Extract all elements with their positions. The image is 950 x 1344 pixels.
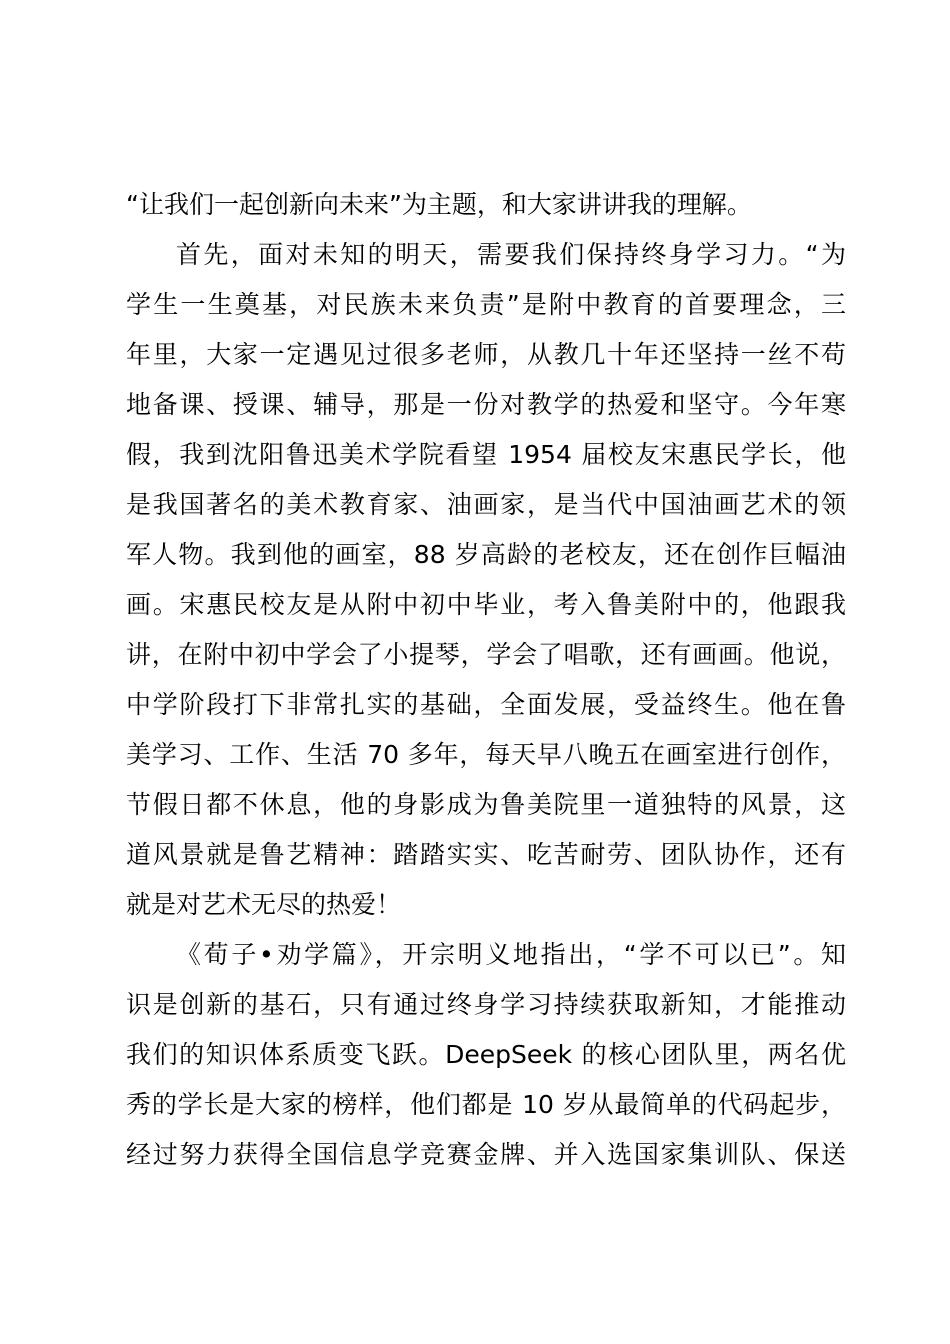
text-line: 经过努力获得全国信息学竞赛金牌、并入选国家集训队、保送 xyxy=(126,1140,846,1169)
text-line: 道风景就是鲁艺精神：踏踏实实、吃苦耐劳、团队协作，还有 xyxy=(126,840,846,869)
paragraph-last-line: 就是对艺术无尽的热爱！ xyxy=(126,890,402,919)
text-line: 学生一生奠基，对民族未来负责”是附中教育的首要理念，三 xyxy=(126,290,846,319)
text-line: 识是创新的基石，只有通过终身学习持续获取新知，才能推动 xyxy=(126,990,846,1019)
text-line: 秀的学长是大家的榜样，他们都是 10 岁从最简单的代码起步， xyxy=(126,1090,846,1119)
text-line: “让我们一起创新向未来”为主题，和大家讲讲我的理解。 xyxy=(126,190,752,219)
text-line: 年里，大家一定遇见过很多老师，从教几十年还坚持一丝不苟 xyxy=(126,340,846,369)
text-line: 美学习、工作、生活 70 多年，每天早八晚五在画室进行创作， xyxy=(126,740,846,769)
paragraph-first-line: 《荀子•劝学篇》，开宗明义地指出，“学不可以已”。知 xyxy=(176,940,846,969)
paragraph-first-line: 首先，面对未知的明天，需要我们保持终身学习力。“为 xyxy=(176,240,846,269)
text-line: 我们的知识体系质变飞跃。DeepSeek 的核心团队里，两名优 xyxy=(126,1040,846,1069)
text-line: 节假日都不休息，他的身影成为鲁美院里一道独特的风景，这 xyxy=(126,790,846,819)
text-line: 是我国著名的美术教育家、油画家，是当代中国油画艺术的领 xyxy=(126,490,846,519)
text-line: 地备课、授课、辅导，那是一份对教学的热爱和坚守。今年寒 xyxy=(126,390,846,419)
text-line: 讲，在附中初中学会了小提琴，学会了唱歌，还有画画。他说， xyxy=(126,640,846,669)
document-body xyxy=(126,180,846,1180)
text-line: 军人物。我到他的画室，88 岁高龄的老校友，还在创作巨幅油 xyxy=(126,540,846,569)
text-line: 画。宋惠民校友是从附中初中毕业，考入鲁美附中的，他跟我 xyxy=(126,590,846,619)
text-line: 中学阶段打下非常扎实的基础，全面发展，受益终生。他在鲁 xyxy=(126,690,846,719)
text-line: 假，我到沈阳鲁迅美术学院看望 1954 届校友宋惠民学长，他 xyxy=(126,440,846,469)
